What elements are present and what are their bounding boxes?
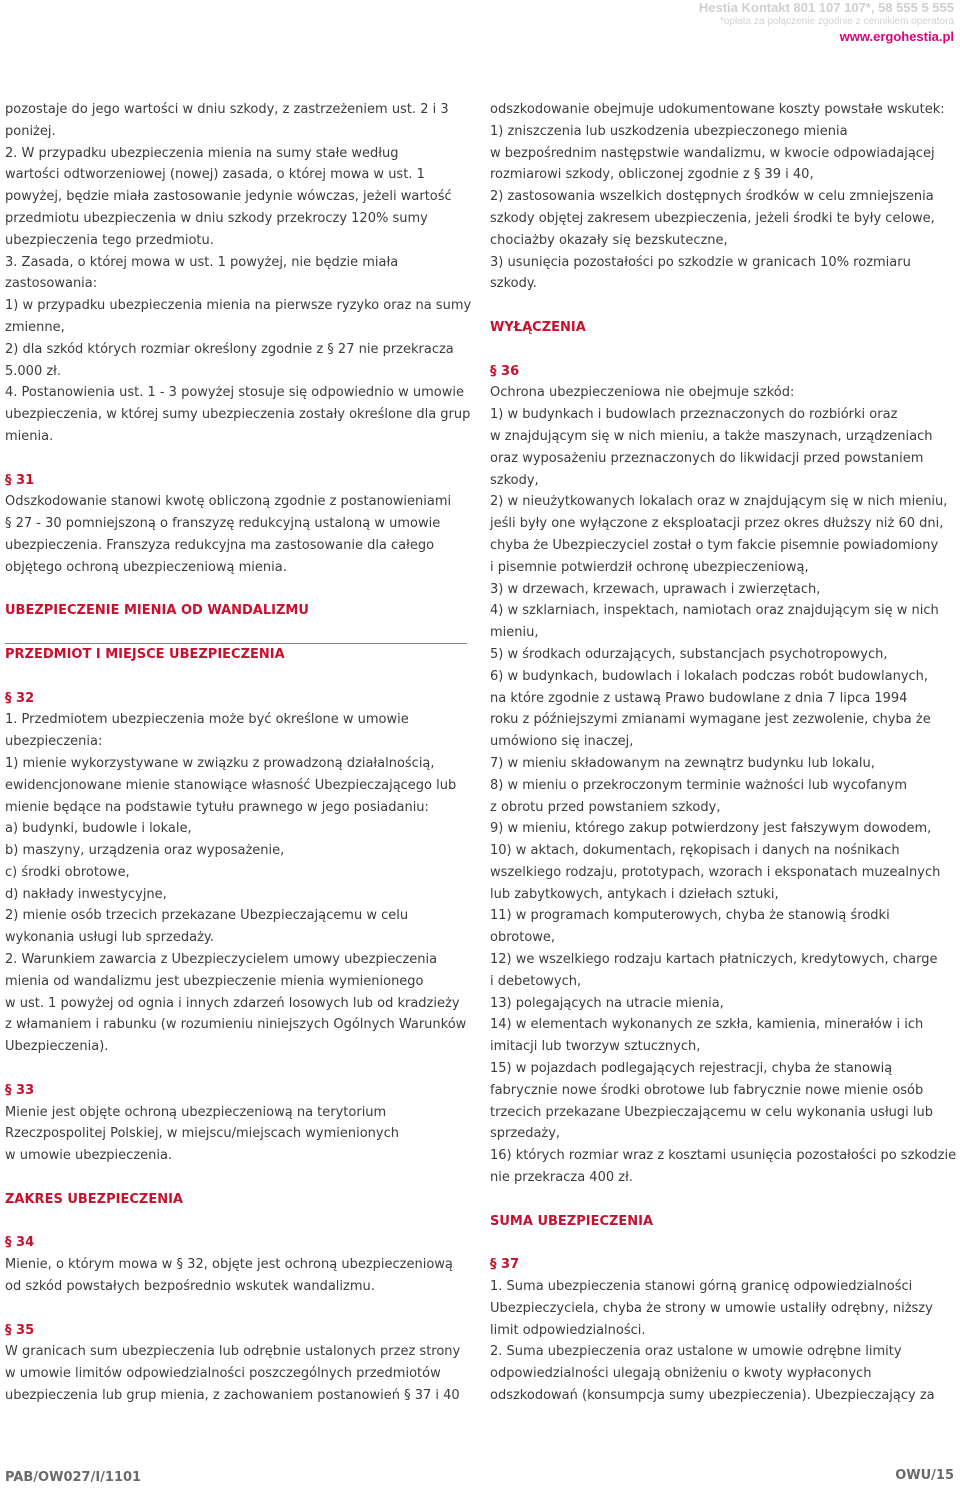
text-line: Mienie, o którym mowa w § 32, objęte jest ochroną ubezpieczeniową bbox=[5, 1257, 453, 1273]
text-line: i pisemnie potwierdził ochronę ubezpieczeniową, bbox=[490, 559, 809, 575]
text-line: § 27 - 30 pomniejszoną o franszyzę redukcyjną ustaloną w umowie bbox=[5, 516, 441, 532]
text-line: 2. Suma ubezpieczenia oraz ustalone w umowie odrębne limity bbox=[490, 1344, 902, 1360]
text-line: na które zgodnie z ustawą Prawo budowlane z dnia 7 lipca 1994 bbox=[490, 690, 908, 706]
paragraph-34-body bbox=[5, 1254, 475, 1298]
paragraph-32-number: § 32 bbox=[5, 690, 35, 706]
paragraph-32-body bbox=[5, 709, 475, 1058]
paragraph-31-number: § 31 bbox=[5, 472, 35, 488]
text-line: 3. Zasada, o której mowa w ust. 1 powyżej, nie będzie miała bbox=[5, 254, 399, 270]
paragraph-35-body bbox=[5, 1341, 475, 1406]
text-line: W granicach sum ubezpieczenia lub odrębnie ustalonych przez strony bbox=[5, 1344, 461, 1360]
text-line: zastosowania: bbox=[5, 276, 98, 292]
spacer bbox=[5, 1298, 475, 1320]
spacer bbox=[490, 1232, 958, 1254]
text-line: pozostaje do jego wartości w dniu szkody, z zastrzeżeniem ust. 2 i 3 bbox=[5, 102, 449, 117]
text-line: Ubezpieczenia). bbox=[5, 1039, 109, 1055]
text-line: ubezpieczenia. Franszyza redukcyjna ma zastosowanie dla całego bbox=[5, 537, 435, 553]
left-intro bbox=[5, 99, 475, 448]
text-line: ubezpieczenia lub grup mienia, z zachowaniem postanowień § 37 i 40 bbox=[5, 1388, 460, 1404]
subsection-title-exclusions: WYŁĄCZENIA bbox=[490, 319, 586, 335]
document-code: PAB/OW027/I/1101 bbox=[5, 1470, 142, 1485]
text-line: powyżej, będzie miała zastosowanie jedynie wówczas, jeżeli wartość bbox=[5, 189, 452, 205]
text-line: ubezpieczenia tego przedmiotu. bbox=[5, 232, 214, 248]
page-number: OWU/15 bbox=[895, 1468, 954, 1483]
text-line: fabrycznie nowe środki obrotowe lub fabrycznie nowe mienie osób bbox=[490, 1082, 924, 1098]
text-line: ubezpieczenia: bbox=[5, 734, 103, 750]
text-line: 3) w drzewach, krzewach, uprawach i zwierzętach, bbox=[490, 581, 821, 597]
spacer bbox=[490, 339, 958, 361]
text-line: mieniu, bbox=[490, 625, 539, 641]
text-line: mienia. bbox=[5, 428, 54, 444]
text-line: Ubezpieczyciela, chyba że strony w umowie ustaliły odrębny, niższy bbox=[490, 1300, 933, 1316]
text-line: wszelkiego rodzaju, prototypach, wzorach i eksponatach muzealnych bbox=[490, 864, 941, 880]
text-line: szkody objętej zakresem ubezpieczenia, jeżeli środki te były celowe, bbox=[490, 210, 935, 226]
website-link[interactable]: www.ergohestia.pl bbox=[839, 29, 954, 44]
text-line: 14) w elementach wykonanych ze szkła, kamienia, minerałów i ich bbox=[490, 1017, 924, 1033]
text-line: 1. Przedmiotem ubezpieczenia może być określone w umowie bbox=[5, 712, 409, 728]
hotline-text: Hestia Kontakt 801 107 107*, 58 555 5 555 bbox=[698, 0, 954, 15]
subsection-title-sum: SUMA UBEZPIECZENIA bbox=[490, 1213, 654, 1229]
paragraph-35-number: § 35 bbox=[5, 1322, 35, 1338]
text-line: roku z późniejszymi zmianami wymagane jest zezwolenie, chyba że bbox=[490, 712, 931, 728]
text-line: odszkodowań (konsumpcja sumy ubezpieczenia). Ubezpieczający za bbox=[490, 1388, 935, 1404]
text-line: 2) zastosowania wszelkich dostępnych środków w celu zmniejszenia bbox=[490, 189, 934, 205]
subsection-title-subject: PRZEDMIOT I MIEJSCE UBEZPIECZENIA bbox=[5, 646, 285, 662]
text-line: 1) zniszczenia lub uszkodzenia ubezpieczonego mienia bbox=[490, 123, 848, 139]
text-line: odszkodowanie obejmuje udokumentowane koszty powstałe wskutek: bbox=[490, 102, 945, 117]
text-line: 8) w mieniu o przekroczonym terminie ważności lub wycofanym bbox=[490, 777, 907, 793]
text-line: lub zabytkowych, antykach i dziełach sztuki, bbox=[490, 886, 779, 902]
text-line: sprzedaży, bbox=[490, 1126, 561, 1142]
spacer bbox=[5, 448, 475, 470]
text-line: a) budynki, budowle i lokale, bbox=[5, 821, 192, 837]
text-line: mienie będące na podstawie tytułu prawnego w jego posiadaniu: bbox=[5, 799, 429, 815]
text-line: c) środki obrotowe, bbox=[5, 864, 130, 880]
text-line: 6) w budynkach, budowlach i lokalach podczas robót budowlanych, bbox=[490, 668, 929, 684]
left-column bbox=[5, 99, 475, 1407]
text-line: limit odpowiedzialności. bbox=[490, 1322, 646, 1338]
text-line: Rzeczpospolitej Polskiej, w miejscu/miejscach wymienionych bbox=[5, 1126, 400, 1142]
text-line: 4. Postanowienia ust. 1 - 3 powyżej stosuje się odpowiednio w umowie bbox=[5, 385, 464, 401]
text-line: 1) w budynkach i budowlach przeznaczonych do rozbiórki oraz bbox=[490, 407, 898, 423]
spacer bbox=[490, 295, 958, 317]
text-line: zmienne, bbox=[5, 319, 65, 335]
text-line: 2) mienie osób trzecich przekazane Ubezpieczającemu w celu bbox=[5, 908, 409, 924]
text-line: 3) usunięcia pozostałości po szkodzie w granicach 10% rozmiaru bbox=[490, 254, 911, 270]
paragraph-33-number: § 33 bbox=[5, 1082, 35, 1098]
text-line: 1) mienie wykorzystywane w związku z prowadzoną działalnością, bbox=[5, 755, 435, 771]
text-line: mienia od wandalizmu jest ubezpieczenie mienia wymienionego bbox=[5, 973, 424, 989]
text-line: 10) w aktach, dokumentach, rękopisach i danych na nośnikach bbox=[490, 843, 900, 859]
text-line: Ochrona ubezpieczeniowa nie obejmuje szkód: bbox=[490, 385, 795, 401]
right-column bbox=[490, 99, 958, 1407]
text-line: b) maszyny, urządzenia oraz wyposażenie, bbox=[5, 843, 285, 859]
text-line: przedmiotu ubezpieczenia w dniu szkody przekroczy 120% sumy bbox=[5, 210, 428, 226]
paragraph-36-body bbox=[490, 382, 958, 1188]
text-line: 1. Suma ubezpieczenia stanowi górną granicę odpowiedzialności bbox=[490, 1279, 913, 1295]
text-line: rozmiarowi szkody, obliczonej zgodnie z § 39 i 40, bbox=[490, 167, 814, 183]
paragraph-34-number: § 34 bbox=[5, 1235, 35, 1251]
text-line: 13) polegających na utracie mienia, bbox=[490, 995, 724, 1011]
text-line: w znajdującym się w nich mieniu, a także maszynach, urządzeniach bbox=[490, 428, 933, 444]
text-line: chociażby okazały się bezskuteczne, bbox=[490, 232, 728, 248]
text-line: 11) w programach komputerowych, chyba że stanowią środki bbox=[490, 908, 890, 924]
text-line: od szkód powstałych bezpośrednio wskutek wandalizmu. bbox=[5, 1279, 375, 1295]
spacer bbox=[5, 1167, 475, 1189]
page-header bbox=[699, 0, 954, 45]
text-line: w ust. 1 powyżej od ognia i innych zdarzeń losowych lub od kradzieży bbox=[5, 995, 460, 1011]
text-line: chyba że Ubezpieczyciel został o tym fakcie pisemnie powiadomiony bbox=[490, 537, 939, 553]
text-line: 2. W przypadku ubezpieczenia mienia na sumy stałe według bbox=[5, 145, 399, 161]
text-line: 5) w środkach odurzających, substancjach psychotropowych, bbox=[490, 646, 888, 662]
text-line: Odszkodowanie stanowi kwotę obliczoną zgodnie z postanowieniami bbox=[5, 494, 452, 510]
text-line: Mienie jest objęte ochroną ubezpieczeniową na terytorium bbox=[5, 1104, 387, 1120]
text-line: 2) dla szkód których rozmiar określony zgodnie z § 27 nie przekracza bbox=[5, 341, 454, 357]
text-line: 2. Warunkiem zawarcia z Ubezpieczycielem umowy ubezpieczenia bbox=[5, 952, 438, 968]
text-line: d) nakłady inwestycyjne, bbox=[5, 886, 167, 902]
text-line: 9) w mieniu, którego zakup potwierdzony jest fałszywym dowodem, bbox=[490, 821, 932, 837]
text-line: szkody, bbox=[490, 472, 539, 488]
spacer bbox=[5, 1211, 475, 1233]
paragraph-36-number: § 36 bbox=[490, 363, 520, 379]
text-line: wartości odtworzeniowej (nowej) zasada, o której mowa w ust. 1 bbox=[5, 167, 425, 183]
text-line: 16) których rozmiar wraz z kosztami usunięcia pozostałości po szkodzie bbox=[490, 1148, 957, 1164]
text-line: obrotowe, bbox=[490, 930, 556, 946]
text-line: trzecich przekazane Ubezpieczającemu w celu wykonania usługi lub bbox=[490, 1104, 933, 1120]
spacer bbox=[5, 1058, 475, 1080]
text-line: w umowie limitów odpowiedzialności poszczególnych przedmiotów bbox=[5, 1366, 441, 1382]
text-line: szkody. bbox=[490, 276, 537, 292]
text-line: 15) w pojazdach podlegających rejestracji, chyba że stanowią bbox=[490, 1061, 893, 1077]
paragraph-37-body bbox=[490, 1276, 958, 1407]
text-line: objętego ochroną ubezpieczeniową mienia. bbox=[5, 559, 287, 575]
text-line: poniżej. bbox=[5, 123, 56, 139]
text-line: 1) w przypadku ubezpieczenia mienia na pierwsze ryzyko oraz na sumy bbox=[5, 298, 472, 314]
section-divider bbox=[5, 622, 467, 644]
text-line: ewidencjonowane mienie stanowiące własność Ubezpieczającego lub bbox=[5, 777, 457, 793]
text-line: ubezpieczenia, w której sumy ubezpieczenia zostały określone dla grup bbox=[5, 407, 471, 423]
text-line: z włamaniem i rabunku (w rozumieniu niniejszych Ogólnych Warunków bbox=[5, 1017, 467, 1033]
subsection-title-scope: ZAKRES UBEZPIECZENIA bbox=[5, 1191, 183, 1207]
text-line: oraz wyposażeniu przeznaczonych do likwidacji przed powstaniem bbox=[490, 450, 924, 466]
paragraph-33-body bbox=[5, 1102, 475, 1167]
text-line: 2) w nieużytkowanych lokalach oraz w znajdującym się w nich mieniu, bbox=[490, 494, 948, 510]
text-line: 5.000 zł. bbox=[5, 363, 61, 379]
text-line: 4) w szklarniach, inspektach, namiotach oraz znajdującym się w nich bbox=[490, 603, 939, 619]
text-line: wykonania usługi lub sprzedaży. bbox=[5, 930, 214, 946]
paragraph-37-number: § 37 bbox=[490, 1257, 520, 1273]
text-line: z obrotu przed powstaniem szkody, bbox=[490, 799, 721, 815]
text-line: odpowiedzialności ulegają obniżeniu o kwoty wypłaconych bbox=[490, 1366, 872, 1382]
text-line: w bezpośrednim następstwie wandalizmu, w kwocie odpowiadającej bbox=[490, 145, 935, 161]
hotline-note: *opłata za połączenie zgodnie z cennikiem operatora bbox=[719, 16, 954, 27]
paragraph-31-body bbox=[5, 491, 475, 578]
right-intro bbox=[490, 99, 958, 295]
text-line: w umowie ubezpieczenia. bbox=[5, 1148, 173, 1164]
section-title-vandalism: UBEZPIECZENIE MIENIA OD WANDALIZMU bbox=[5, 603, 309, 619]
text-line: 7) w mieniu składowanym na zewnątrz budynku lub lokalu, bbox=[490, 755, 875, 771]
text-line: jeśli były one wyłączone z eksploatacji przez okres dłuższy niż 60 dni, bbox=[490, 516, 944, 532]
spacer bbox=[5, 579, 475, 601]
spacer bbox=[5, 666, 475, 688]
text-line: 12) we wszelkiego rodzaju kartach płatniczych, kredytowych, charge bbox=[490, 952, 938, 968]
text-line: imitacji lub tworzyw sztucznych, bbox=[490, 1039, 701, 1055]
spacer bbox=[490, 1189, 958, 1211]
text-line: nie przekracza 400 zł. bbox=[490, 1170, 633, 1186]
text-line: umówiono się inaczej, bbox=[490, 734, 634, 750]
text-line: i debetowych, bbox=[490, 973, 582, 989]
